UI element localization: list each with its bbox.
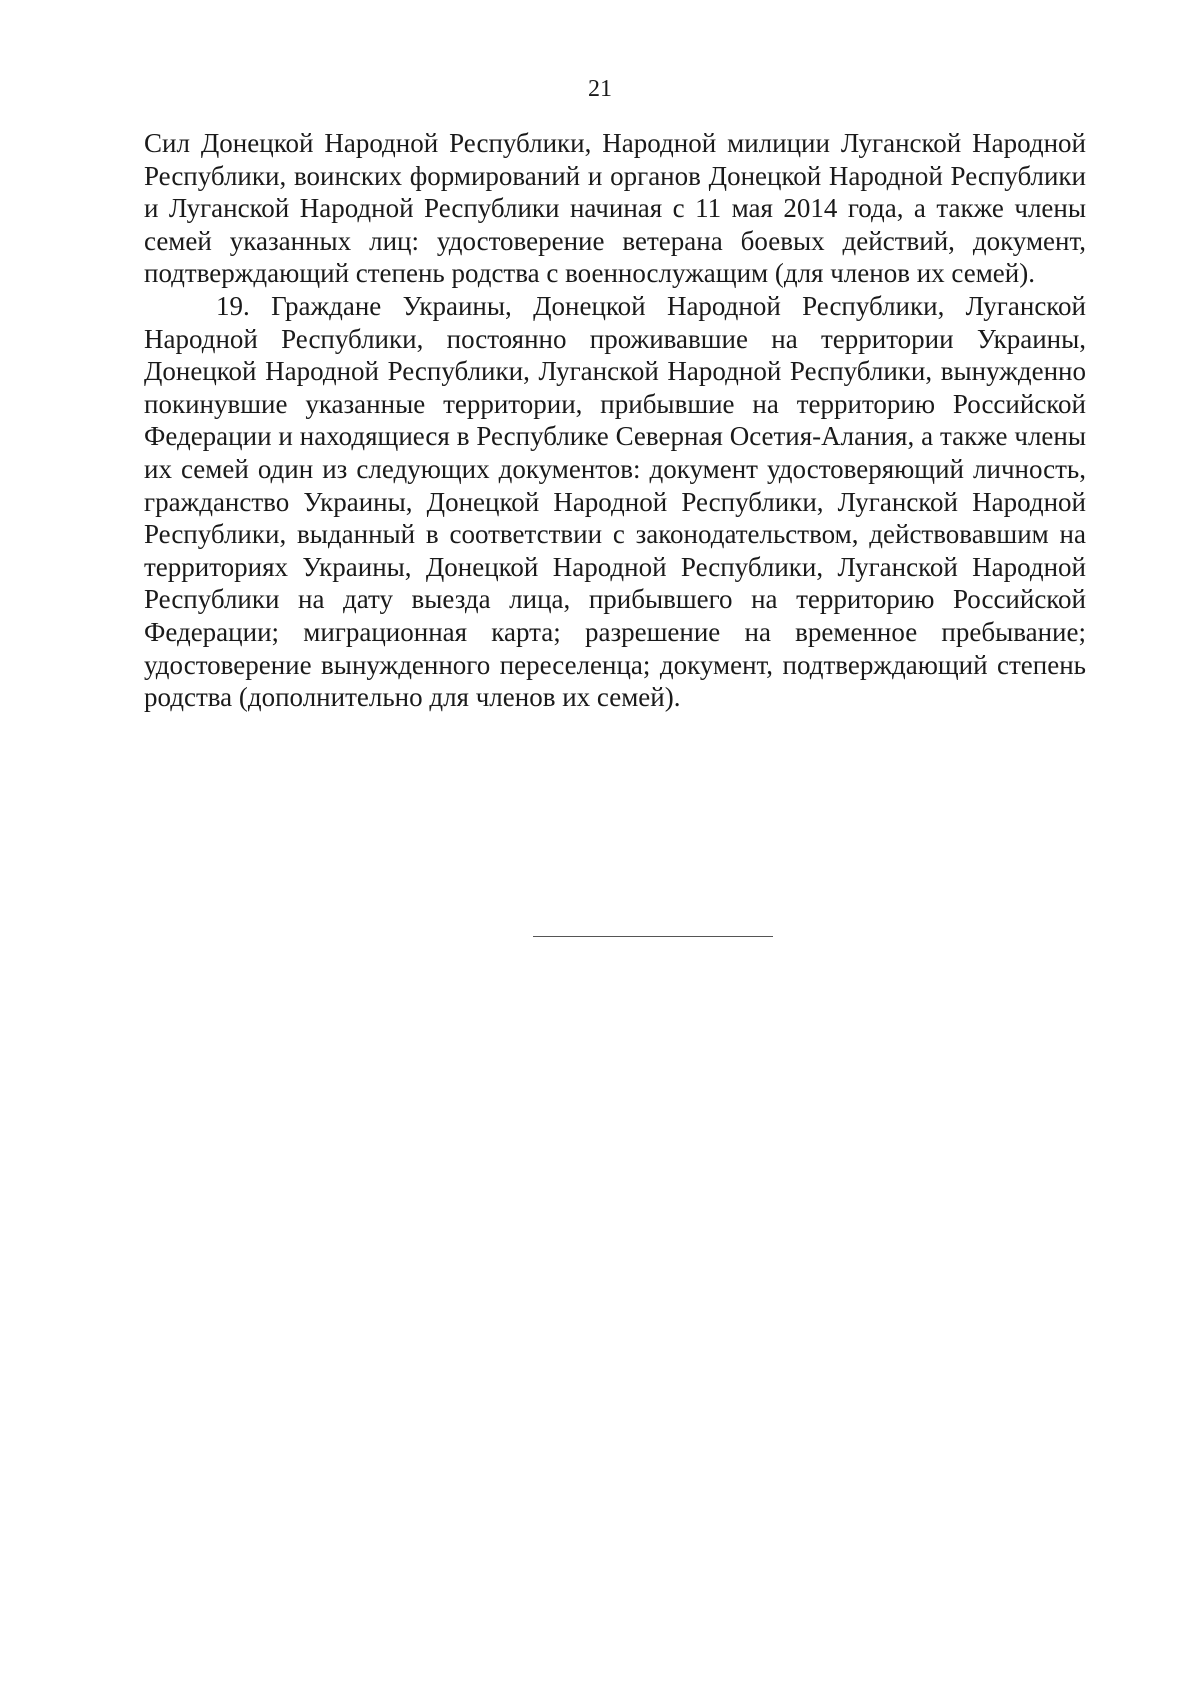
page-number: 21	[588, 76, 612, 102]
paragraph-continuation: Сил Донецкой Народной Республики, Народной милиции Луганской Народной Республики, воинских формирований и органов Донецкой Народной Республики и Луганской Народной Республики начиная с 11 мая 2014 года, а также члены семей указанных лиц: удостоверение ветерана боевых действий, документ, подтверждающий степень родства с военнослужащим (для членов их семей).	[144, 128, 1086, 289]
document-body	[144, 127, 1086, 714]
paragraph-item-19: 19. Граждане Украины, Донецкой Народной Республики, Луганской Народной Республики, постоянно проживавшие на территории Украины, Донецкой Народной Республики, Луганской Народной Республики, вынужденно покинувшие указанные территории, прибывшие на территорию Российской Федерации и находящиеся в Республике Северная Осетия-Алания, а также члены их семей один из следующих документов: документ удостоверяющий личность, гражданство Украины, Донецкой Народной Республики, Луганской Народной Республики, выданный в соответствии с законодательством, действовавшим на территориях Украины, Донецкой Народной Республики, Луганской Народной Республики на дату выезда лица, прибывшего на территорию Российской Федерации; миграционная карта; разрешение на временное пребывание; удостоверение вынужденного переселенца; документ, подтверждающий степень родства (дополнительно для членов их семей).	[144, 290, 1086, 713]
end-of-document-rule	[533, 936, 773, 937]
